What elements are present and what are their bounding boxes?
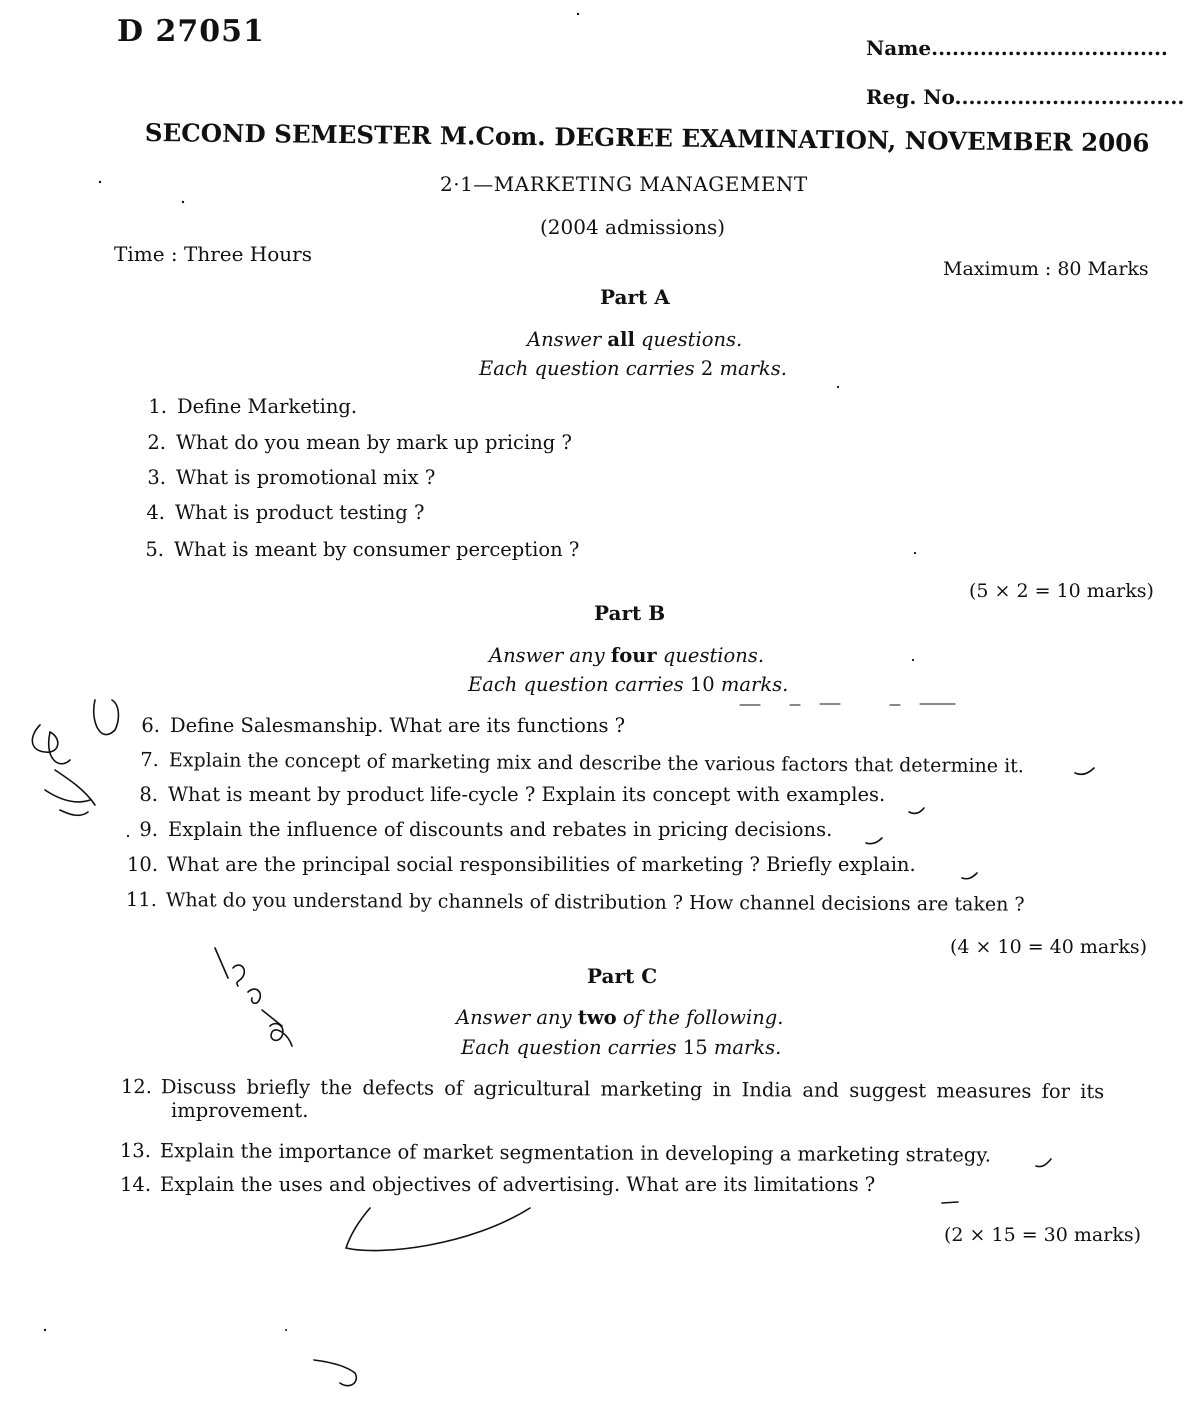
question-7: 7. Explain the concept of marketing mix and describe the various factors that determine it.: [140, 748, 1024, 778]
question-8: 8. What is meant by product life-cycle ? Explain its concept with examples.: [139, 783, 886, 806]
part-a-instruction-1: Answer all questions.: [527, 328, 743, 351]
part-b-heading: Part B: [594, 601, 666, 625]
handwritten-sweep: [346, 1208, 530, 1251]
tick-mark-q10: [962, 873, 977, 879]
question-10: 10. What are the principal social responsibilities of marketing ? Briefly explain.: [127, 853, 916, 876]
admissions-note: (2004 admissions): [540, 215, 726, 239]
question-12-continued: improvement.: [171, 1099, 309, 1122]
question-12: 12. Discuss briefly the defects of agricultural marketing in India and suggest measures for its: [120, 1075, 1105, 1104]
maximum-marks: Maximum : 80 Marks: [943, 258, 1149, 280]
question-14: 14. Explain the uses and objectives of advertising. What are its limitations ?: [120, 1173, 876, 1196]
part-c-heading: Part C: [587, 964, 658, 988]
question-13: 13. Explain the importance of market segmentation in developing a marketing strategy.: [119, 1139, 992, 1167]
question-4: 4. What is product testing ?: [146, 501, 425, 524]
subject-title: 2·1—MARKETING MANAGEMENT: [440, 172, 808, 196]
question-3: 3. What is promotional mix ?: [147, 466, 436, 489]
question-6: 6. Define Salesmanship. What are its functions ?: [141, 714, 626, 737]
part-c-marks: (2 × 15 = 30 marks): [944, 1224, 1141, 1246]
tick-mark-q7: [1075, 768, 1094, 774]
handwritten-squiggle: [314, 1360, 356, 1386]
dash-mark-q14: [942, 1202, 958, 1203]
part-c-instruction-1: Answer any two of the following.: [456, 1006, 784, 1029]
time-allowed: Time : Three Hours: [114, 242, 312, 266]
part-b-instruction-1: Answer any four questions.: [489, 644, 765, 667]
name-field-label: Name..................................: [866, 36, 1168, 60]
part-b-marks: (4 × 10 = 40 marks): [950, 936, 1147, 958]
paper-code: D 27051: [117, 14, 265, 49]
question-5: 5. What is meant by consumer perception ?: [145, 538, 580, 561]
reg-no-field-label: Reg. No.................................: [866, 85, 1184, 109]
part-c-instruction-2: Each question carries 15 marks.: [461, 1036, 782, 1059]
part-a-instruction-2: Each question carries 2 marks.: [479, 357, 787, 380]
tick-mark-q8: [909, 808, 924, 813]
handwritten-initials: [32, 700, 118, 815]
exam-title: SECOND SEMESTER M.Com. DEGREE EXAMINATION, NOVEMBER 2006: [144, 118, 1150, 158]
part-a-heading: Part A: [600, 285, 670, 309]
question-1: 1. Define Marketing.: [148, 395, 358, 418]
handwritten-date: [215, 948, 292, 1046]
part-b-instruction-2: Each question carries 10 marks.: [468, 673, 789, 696]
tick-mark-q9: [866, 838, 882, 844]
part-a-marks: (5 × 2 = 10 marks): [969, 580, 1154, 602]
question-9: 9. Explain the influence of discounts and rebates in pricing decisions.: [139, 818, 833, 841]
tick-mark-q13: [1036, 1159, 1051, 1167]
question-11: 11. What do you understand by channels of distribution ? How channel decisions are taken ?: [125, 888, 1025, 916]
question-2: 2. What do you mean by mark up pricing ?: [147, 431, 572, 454]
